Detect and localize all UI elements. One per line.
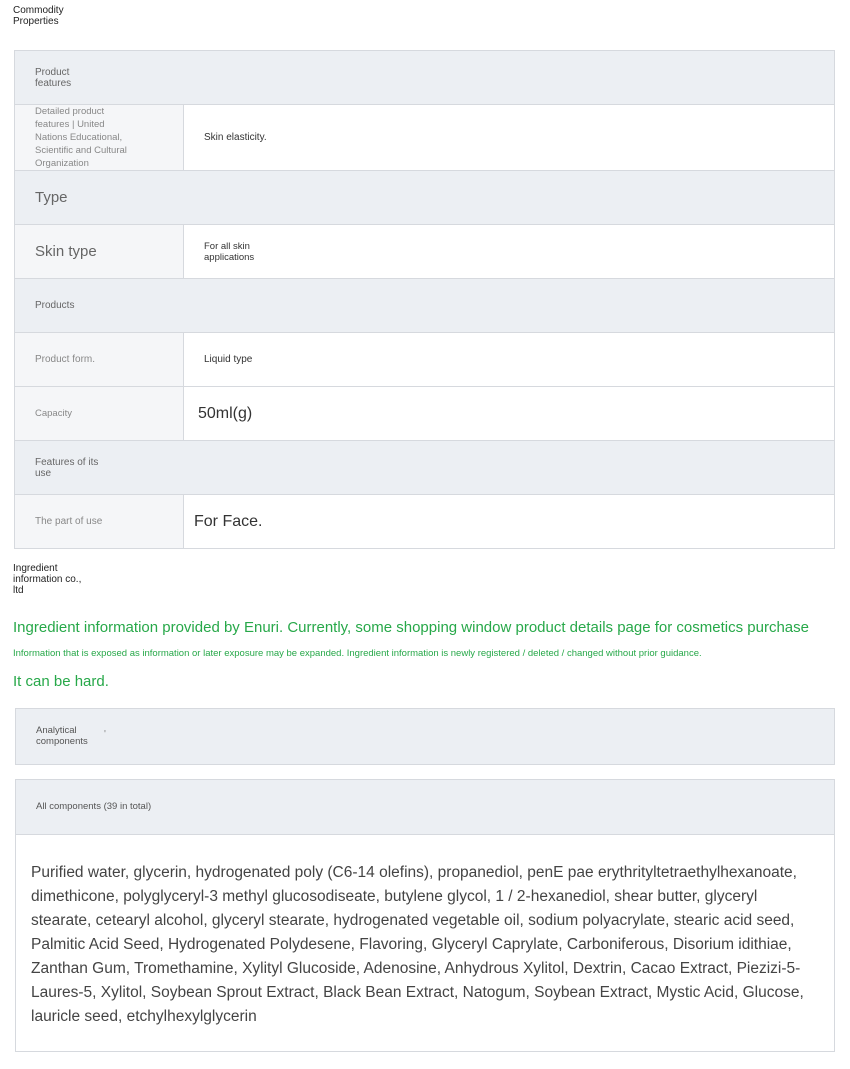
table-row [15, 105, 835, 171]
notice-line-3: It can be hard. [13, 673, 109, 690]
properties-table [14, 50, 835, 549]
row-value: Skin elasticity. [184, 105, 835, 171]
group-row-product-features [15, 51, 835, 105]
row-value: 50ml(g) [184, 387, 835, 441]
all-components-header [16, 780, 834, 835]
group-row-products [15, 279, 835, 333]
notice-line-1: Ingredient information provided by Enuri. Currently, some shopping window product details page for cosmetics purchase [13, 619, 809, 636]
analytical-components-box [15, 708, 835, 765]
table-row [15, 387, 835, 441]
group-title: Features of its use [35, 456, 99, 479]
row-label: Skin type [15, 225, 184, 279]
row-value: For all skin applications [204, 240, 255, 263]
table-row [15, 495, 835, 549]
table-row [15, 333, 835, 387]
all-components-label: All components (39 in total) [36, 801, 152, 812]
group-title: Product features [35, 66, 72, 89]
all-components-box [15, 779, 835, 1052]
group-row-features-of-use [15, 441, 835, 495]
analytical-components-label: Analytical components [36, 725, 88, 747]
commodity-properties-title: Commodity Properties [13, 5, 64, 27]
ingredient-info-title: Ingredient information co., ltd [13, 563, 82, 596]
group-title: Products [35, 300, 75, 311]
row-label: Detailed product features | United Nations Educational, Scientific and Cultural Organization [15, 105, 184, 171]
row-label: The part of use [15, 495, 184, 549]
row-label: Product form. [15, 333, 184, 387]
ingredients-list: Purified water, glycerin, hydrogenated poly (C6-14 olefins), propanediol, penE pae erythrityltetraethylhexanoate, dimethicone, polyglyceryl-3 methyl glucosodiseate, butylene glycol, 1 / 2-hexanediol, shear butter, glyceryl stearate, cetearyl alcohol, glyceryl stearate, hydrogenated vegetable oil, sodium polyacrylate, stearic acid seed, Palmitic Acid Seed, Hydrogenated Polydesene, Flavoring, Glyceryl Caprylate, Carboniferous, Disorium idithiae, Zanthan Gum, Tromethamine, Xylityl Glucoside, Adenosine, Anhydrous Xylitol, Dextrin, Cacao Extract, Piezizi-5-Laures-5, Xylitol, Soybean Sprout Extract, Black Bean Extract, Natogum, Soybean Extract, Mystic Acid, Glucose, lauricle seed, etchylhexylglycerin [31, 864, 804, 1025]
group-title: Type [35, 188, 68, 206]
table-row [15, 225, 835, 279]
row-value: For Face. [184, 495, 835, 549]
analytical-mark: ' [104, 729, 106, 740]
notice-line-2: Information that is exposed as information or later exposure may be expanded. Ingredient information is newly registered / deleted / changed without prior guidance. [13, 648, 702, 659]
group-row-type [15, 171, 835, 225]
row-label: Capacity [15, 387, 184, 441]
row-value: Liquid type [184, 333, 835, 387]
